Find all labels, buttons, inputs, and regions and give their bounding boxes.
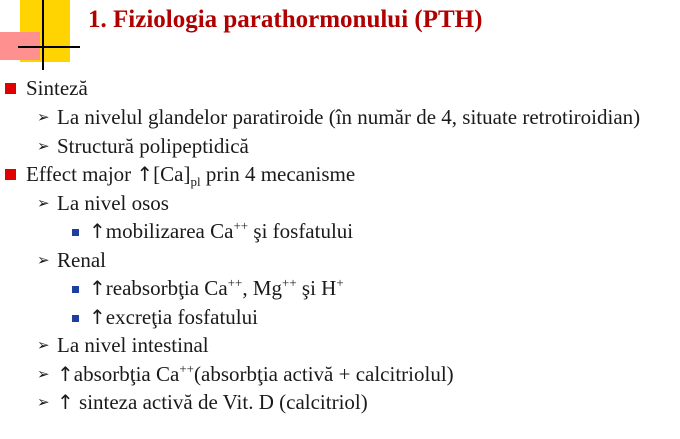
arrow-bullet-icon: ➢ <box>37 364 50 383</box>
sub-bullet-bone <box>0 189 680 218</box>
arrow-bullet-icon: ➢ <box>37 107 50 126</box>
superscript: ++ <box>233 218 249 233</box>
subscript: pl <box>190 174 201 189</box>
sub-sub-bullet-mobilization <box>0 217 680 246</box>
bullet-text: La nivel intestinal <box>57 333 209 357</box>
bullet-text: La nivel osos <box>57 190 169 215</box>
bullet-text: Structură polipeptidică <box>57 133 249 158</box>
arrow-bullet-icon: ➢ <box>37 336 50 354</box>
superscript: ++ <box>179 360 194 376</box>
bullet-text: mobilizarea Ca <box>105 219 234 243</box>
bullet-text: prin 4 mecanisme <box>200 162 356 186</box>
red-square-bullet-icon <box>5 169 16 180</box>
bullet-text: şi H <box>296 276 337 300</box>
bullet-text: La nivelul glandelor paratiroide (în număr de 4, situate retrotiroidian) <box>57 104 641 129</box>
bullet-text: reabsorbţia Ca <box>105 276 228 300</box>
bullet-sinteza <box>0 74 680 103</box>
blue-square-bullet-icon <box>72 286 79 293</box>
arrow-bullet-icon: ➢ <box>37 393 50 411</box>
bullet-text: Sinteză <box>26 76 88 100</box>
bullet-text: sinteza activă de Vit. D (calcitriol) <box>73 390 368 414</box>
red-square-bullet-icon <box>5 83 16 94</box>
blue-square-bullet-icon <box>72 229 79 236</box>
blue-square-bullet-icon <box>72 315 79 322</box>
bullet-text: (absorbţia activă + calcitriolul) <box>194 361 454 386</box>
up-arrow-icon: ↑ <box>57 390 74 414</box>
sub-sub-bullet-excretion <box>0 303 680 332</box>
sub-sub-bullet-reabsorption <box>0 274 680 303</box>
up-arrow-icon: ↑ <box>57 361 74 386</box>
up-arrow-icon: ↑ <box>136 162 154 186</box>
sub-bullet-vitamin-d <box>0 388 680 417</box>
bullet-effect <box>0 160 680 189</box>
sub-bullet-absorption <box>0 360 680 389</box>
up-arrow-icon: ↑ <box>89 276 106 300</box>
decorative-corner-graphic <box>0 0 80 70</box>
bullet-text: [Ca] <box>153 162 191 186</box>
bullet-text: Effect major <box>26 162 137 186</box>
arrow-bullet-icon: ➢ <box>37 250 50 269</box>
superscript: ++ <box>227 275 243 290</box>
arrow-bullet-icon: ➢ <box>37 193 50 212</box>
sub-bullet-structure <box>0 132 680 161</box>
bullet-text: excreţia fosfatului <box>105 304 258 329</box>
bullet-text: absorbţia Ca <box>73 361 180 386</box>
arrow-bullet-icon: ➢ <box>37 136 50 155</box>
sub-bullet-intestinal <box>0 331 680 360</box>
up-arrow-icon: ↑ <box>89 304 106 329</box>
superscript: ++ <box>282 275 297 290</box>
bullet-text: , Mg <box>242 276 282 300</box>
slide-content <box>0 74 680 417</box>
superscript: + <box>336 275 344 290</box>
sub-bullet-location <box>0 105 657 129</box>
sub-bullet-renal <box>0 246 680 275</box>
bullet-text: Renal <box>57 247 106 272</box>
up-arrow-icon: ↑ <box>89 219 106 243</box>
slide-title: 1. Fiziologia parathormonului (PTH) <box>88 6 483 33</box>
bullet-text: şi fosfatului <box>248 219 354 243</box>
